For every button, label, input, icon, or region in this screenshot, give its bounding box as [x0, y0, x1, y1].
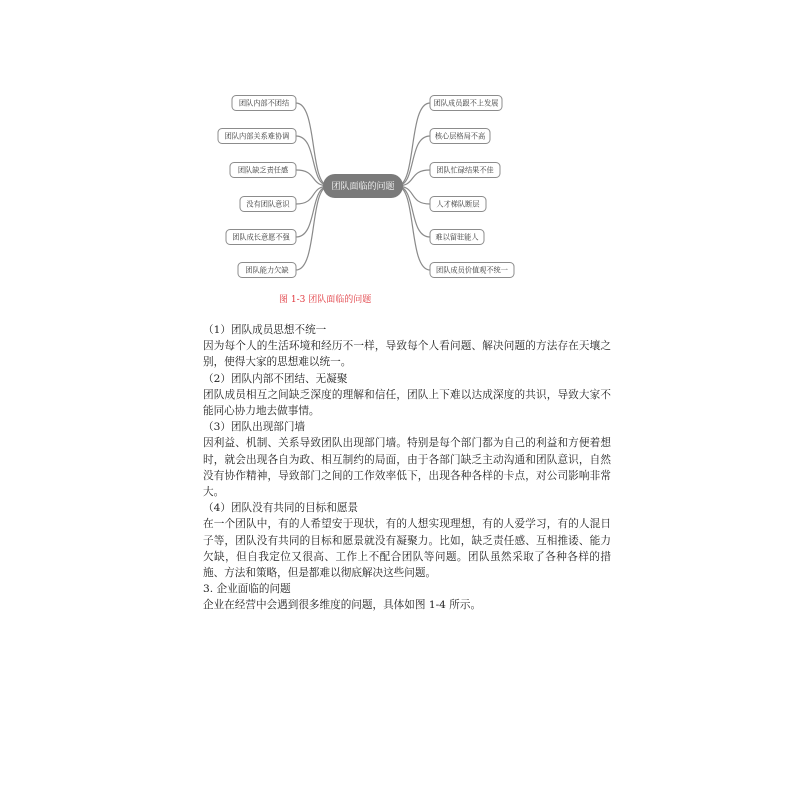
section-heading: （1）团队成员思想不统一 [203, 324, 327, 336]
mindmap-node-right-2 [430, 163, 500, 178]
figure-caption: 图 1-3 团队面临的问题 [279, 295, 372, 305]
mindmap-node-right-3 [430, 197, 486, 212]
mindmap-node-label: 团队内部关系难协调 [224, 131, 290, 141]
mindmap-node-right-0 [430, 96, 502, 111]
mindmap-center-label: 团队面临的问题 [331, 182, 395, 192]
mindmap-node-right-4 [430, 230, 484, 245]
mind-map-diagram [0, 0, 800, 300]
mindmap-node-label: 团队成长意愿不强 [232, 232, 290, 242]
mindmap-node-label: 人才梯队断层 [436, 199, 480, 209]
mindmap-branch [296, 186, 329, 270]
mindmap-node-label: 没有团队意识 [246, 199, 290, 209]
section-heading: （4）团队没有共同的目标和愿景 [203, 502, 359, 515]
section-heading: 3. 企业面临的问题 [203, 583, 291, 596]
mindmap-node-left-3 [240, 197, 296, 212]
mindmap-node-label: 团队内部不团结 [238, 98, 290, 108]
mindmap-node-left-1 [218, 129, 296, 144]
document-body [203, 322, 611, 614]
mindmap-node-label: 难以留驻能人 [435, 232, 479, 242]
body-paragraph: 企业在经营中会遇到很多维度的问题，具体如图 1-4 所示。 [203, 599, 482, 612]
section-heading: （3）团队出现部门墙 [203, 421, 306, 434]
section-heading: （2）团队内部不团结、无凝聚 [203, 372, 348, 385]
mindmap-node-left-4 [226, 230, 296, 245]
mindmap-node-left-0 [232, 96, 296, 111]
body-paragraph: 团队成员相互之间缺乏深度的理解和信任，团队上下难以达成深度的共识，导致大家不能同心协力地去做事情。 [203, 388, 611, 418]
mindmap-node-label: 团队成员价值观不统一 [436, 265, 508, 275]
mindmap-node-label: 团队忙碌结果不佳 [436, 165, 494, 175]
mindmap-node-right-5 [430, 263, 514, 278]
mindmap-branch [296, 103, 329, 186]
mindmap-node-label: 团队成员跟不上发展 [433, 98, 499, 108]
mindmap-node-label: 团队缺乏责任感 [237, 165, 289, 175]
mindmap-branch [397, 103, 430, 186]
mindmap-center-node [323, 174, 403, 198]
body-paragraph: 因为每个人的生活环境和经历不一样，导致每个人看问题、解决问题的方法存在天壤之别，使得大家的思想难以统一。 [203, 340, 611, 369]
mindmap-node-right-1 [430, 129, 490, 144]
body-paragraph: 在一个团队中，有的人希望安于现状，有的人想实现理想，有的人爱学习，有的人混日子等，团队没有共同的目标和愿景就没有凝聚力。比如，缺乏责任感、互相推诿、能力欠缺，但自我定位又很高、工作上不配合团队等问题。团队虽然采取了各种各样的措施、方法和策略，但是都难以彻底解决这些问题。 [203, 518, 611, 580]
mindmap-node-left-5 [238, 263, 296, 278]
mindmap-node-label: 核心层格局不高 [434, 131, 486, 141]
mindmap-branch [397, 186, 430, 270]
mindmap-node-label: 团队能力欠缺 [245, 265, 289, 275]
mindmap-node-left-2 [230, 163, 296, 178]
body-paragraph: 因利益、机制、关系导致团队出现部门墙。特别是每个部门都为自己的利益和方便着想时，就会出现各自为政、相互制约的局面，由于各部门缺乏主动沟通和团队意识，自然没有协作精神，导致部门之间的工作效率低下，出现各种各样的卡点，对公司影响非常大。 [203, 437, 611, 499]
